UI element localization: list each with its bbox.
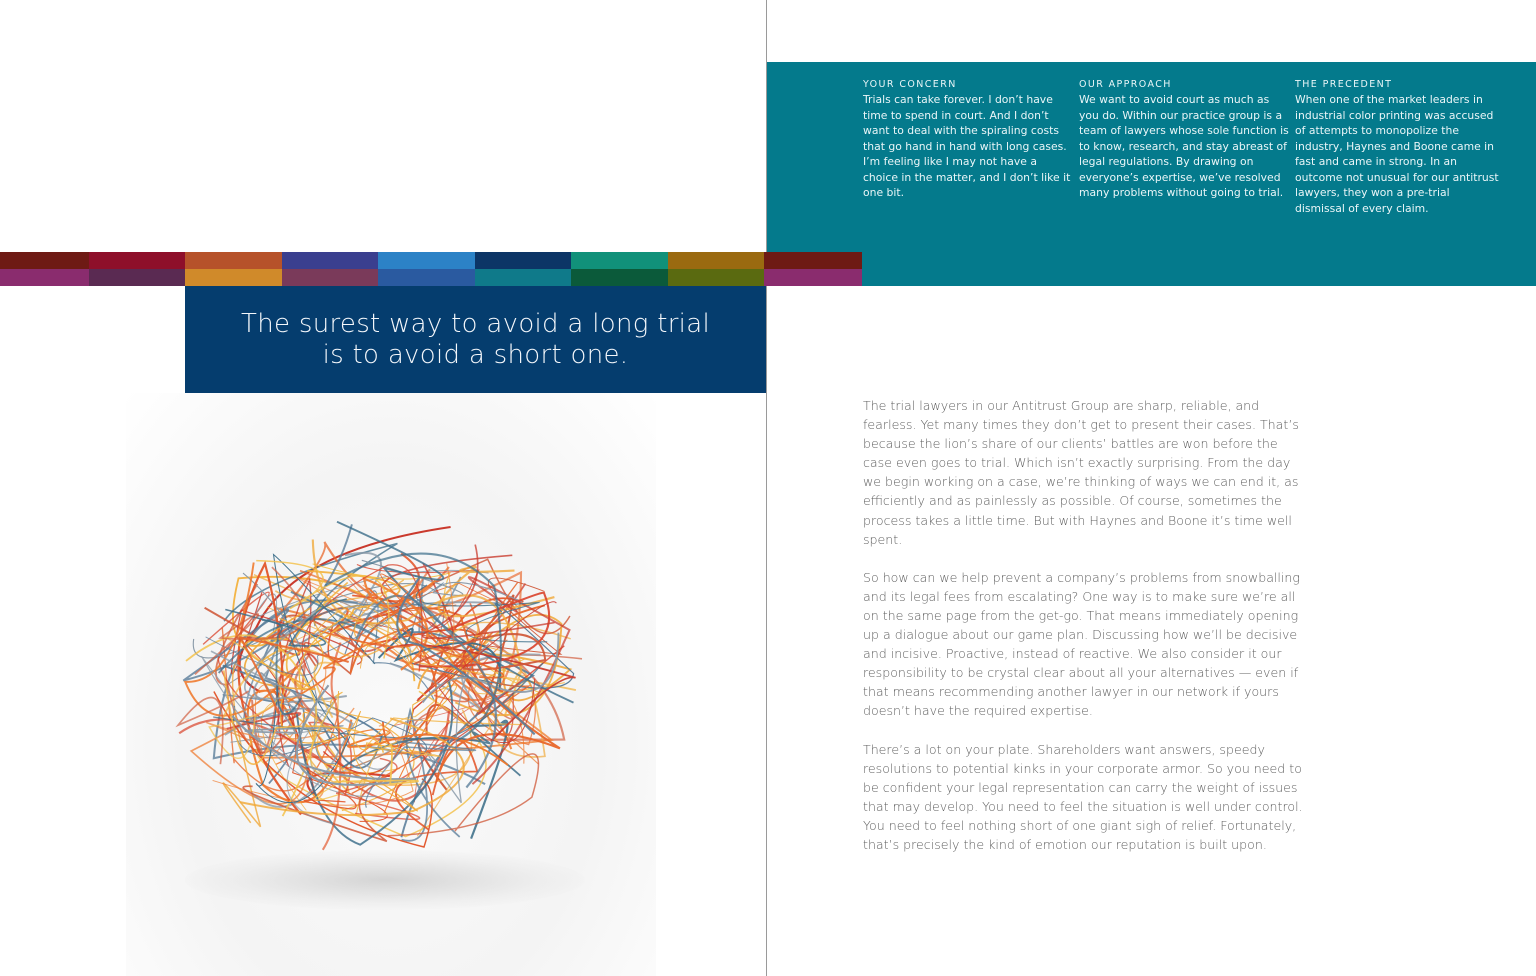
- stripe-segment: [668, 252, 764, 269]
- paragraph-2: So how can we help prevent a company’s problems from snowballing and its legal fees from escalating? One way is to make sure we’re all on the same page from the get-go. That means immediately opening up a dialogue about our game plan. Discussing how we’ll be decisive and incisive. Proactive, instead of reactive. We also consider it our responsibility to be crystal clear about all your alternatives — even if that means recommending another lawyer in our network if yours doesn’t have the required expertise.: [863, 569, 1300, 719]
- paragraph-1: The trial lawyers in our Antitrust Group are sharp, reliable, and fearless. Yet many times they don’t get to present their cases. That’s because the lion’s share of our clients’ battles are won before the case even goes to trial. Which isn’t exactly surprising. From the day we begin working on a case, we’re thinking of ways we can end it, as efficiently and as painlessly as possible. Of course, sometimes the process takes a little time. But with Haynes and Boone it’s time well spent.: [863, 398, 1299, 547]
- concern-column: [863, 78, 1073, 201]
- stripe-segment: [378, 252, 475, 269]
- stripe-segment: [0, 269, 89, 286]
- headline-banner: [185, 286, 766, 393]
- stripe-segment: [185, 269, 282, 286]
- headline: [241, 309, 710, 371]
- approach-heading: OUR APPROACH: [1079, 79, 1172, 90]
- concern-text: Trials can take forever. I don’t have time to spend in court. And I don’t want to deal with the spiraling costs that go hand in hand with long cases. I’m feeling like I may not have a choice in the matter, and I don’t like it one bit.: [863, 93, 1071, 199]
- precedent-column: [1295, 78, 1500, 216]
- precedent-heading: THE PRECEDENT: [1295, 79, 1393, 90]
- precedent-text: When one of the market leaders in industrial color printing was accused of attempts to monopolize the industry, Haynes and Boone came in fast and came in strong. In an outcome not unusual for our antitrust lawyers, they won a pre-trial dismissal of every claim.: [1295, 93, 1499, 215]
- stripe-segment: [185, 252, 282, 269]
- headline-line-2: is to avoid a short one.: [322, 339, 629, 370]
- approach-column: [1079, 78, 1289, 201]
- stripe-segment: [282, 269, 378, 286]
- color-stripe-band: [0, 252, 862, 286]
- stripe-segment: [668, 269, 764, 286]
- stripe-segment: [764, 252, 862, 269]
- stripe-segment: [475, 269, 571, 286]
- concern-heading: YOUR CONCERN: [863, 79, 957, 90]
- stripe-segment: [571, 252, 668, 269]
- stripe-segment: [571, 269, 668, 286]
- stripe-segment: [282, 252, 378, 269]
- body-copy: [863, 396, 1303, 873]
- stripe-segment: [378, 269, 475, 286]
- stripe-segment: [475, 252, 571, 269]
- stripe-segment: [764, 269, 862, 286]
- approach-text: We want to avoid court as much as you do. Within our practice group is a team of lawyers whose sole function is to know, research, and stay abreast of legal regulations. By drawing on everyone’s expertise, we’ve resolved many problems without going to trial.: [1079, 93, 1289, 199]
- stripe-segment: [89, 269, 185, 286]
- headline-line-1: The surest way to avoid a long trial: [241, 308, 710, 339]
- stripe-segment: [89, 252, 185, 269]
- tangled-yarn-image: [140, 480, 620, 900]
- paragraph-3: There’s a lot on your plate. Shareholders want answers, speedy resolutions to potential kinks in your corporate armor. So you need to be confident your legal representation can carry the weight of issues that may develop. You need to feel the situation is well under control. You need to feel nothing short of one giant sigh of relief. Fortunately, that’s precisely the kind of emotion our reputation is built upon.: [863, 741, 1303, 852]
- yarn-strand: [243, 779, 388, 842]
- stripe-segment: [0, 252, 89, 269]
